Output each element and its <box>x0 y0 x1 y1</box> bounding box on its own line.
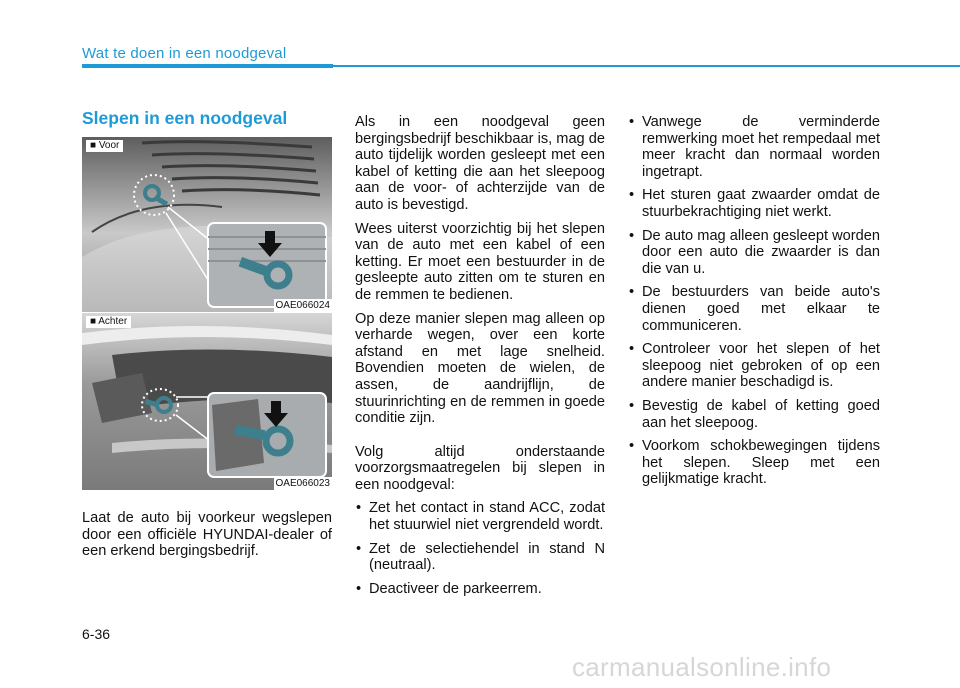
rear-figure-label: ■ Achter <box>86 316 131 328</box>
paragraph-careful: Wees uiterst voorzichtig bij het slepen van de auto met een kabel of een ketting. Er moet een bestuurder in de gesleepte auto zitten om te sturen en de remmen te bedienen. <box>355 220 605 303</box>
paragraph-emergency-towing: Als in een noodgeval geen bergingsbedrijf beschikbaar is, mag de auto tijdelijk worden gesleept met een kabel of ketting die aan het sleepoog aan de voor- of achterzijde van de auto is bevestigd. <box>355 114 605 213</box>
rear-bumper-drawing <box>82 313 332 490</box>
right-column <box>628 114 880 495</box>
header-rule <box>333 65 960 67</box>
list-item: • De auto mag alleen gesleept worden door een auto die zwaarder is dan die van u. <box>628 228 880 278</box>
list-item: • Controleer voor het slepen of het sleepoog niet gebroken of op een andere manier beschadigd is. <box>628 341 880 391</box>
paragraph-precautions-intro: Volg altijd onderstaande voorzorgsmaatregelen bij slepen in een noodgeval: <box>355 443 605 493</box>
chapter-title: Wat te doen in een noodgeval <box>82 45 287 62</box>
header-accent-bar <box>82 64 333 68</box>
front-figure-label: ■ Voor <box>86 140 123 152</box>
list-item: • Bevestig de kabel of ketting goed aan het sleepoog. <box>628 398 880 431</box>
list-item: • De bestuurders van beide auto's dienen goed met elkaar te communiceren. <box>628 284 880 334</box>
middle-column <box>355 114 605 604</box>
front-bumper-drawing <box>82 137 332 312</box>
left-column <box>82 510 332 567</box>
rear-towing-eye-illustration <box>82 313 332 490</box>
list-item: • Het sturen gaat zwaarder omdat de stuurbekrachtiging niet werkt. <box>628 187 880 220</box>
list-item: • Deactiveer de parkeerrem. <box>355 581 605 598</box>
section-heading: Slepen in een noodgeval <box>82 108 288 128</box>
front-figure-code: OAE066024 <box>275 300 330 311</box>
rear-figure-code: OAE066023 <box>275 478 330 489</box>
list-item: • Vanwege de verminderde remwerking moet het rempedaal met meer kracht dan normaal worden ingetrapt. <box>628 114 880 180</box>
precautions-list-continued <box>628 114 880 488</box>
list-item: • Zet het contact in stand ACC, zodat het stuurwiel niet vergrendeld wordt. <box>355 500 605 533</box>
list-item: • Zet de selectiehendel in stand N (neutraal). <box>355 541 605 574</box>
front-towing-eye-illustration <box>82 137 332 312</box>
intro-paragraph: Laat de auto bij voorkeur wegslepen door een officiële HYUNDAI-dealer of een erkend bergingsbedrijf. <box>82 510 332 560</box>
precautions-list <box>355 500 605 597</box>
page-number: 6-36 <box>82 626 111 642</box>
list-item: • Voorkom schokbewegingen tijdens het slepen. Sleep met een gelijkmatige kracht. <box>628 438 880 488</box>
watermark: carmanualsonline.info <box>572 652 832 682</box>
paragraph-conditions: Op deze manier slepen mag alleen op verharde wegen, over een korte afstand en met lage snelheid. Bovendien moeten de wielen, de assen, de aandrijflijn, de stuurinrichting en de remmen in goede conditie zijn. <box>355 310 605 427</box>
